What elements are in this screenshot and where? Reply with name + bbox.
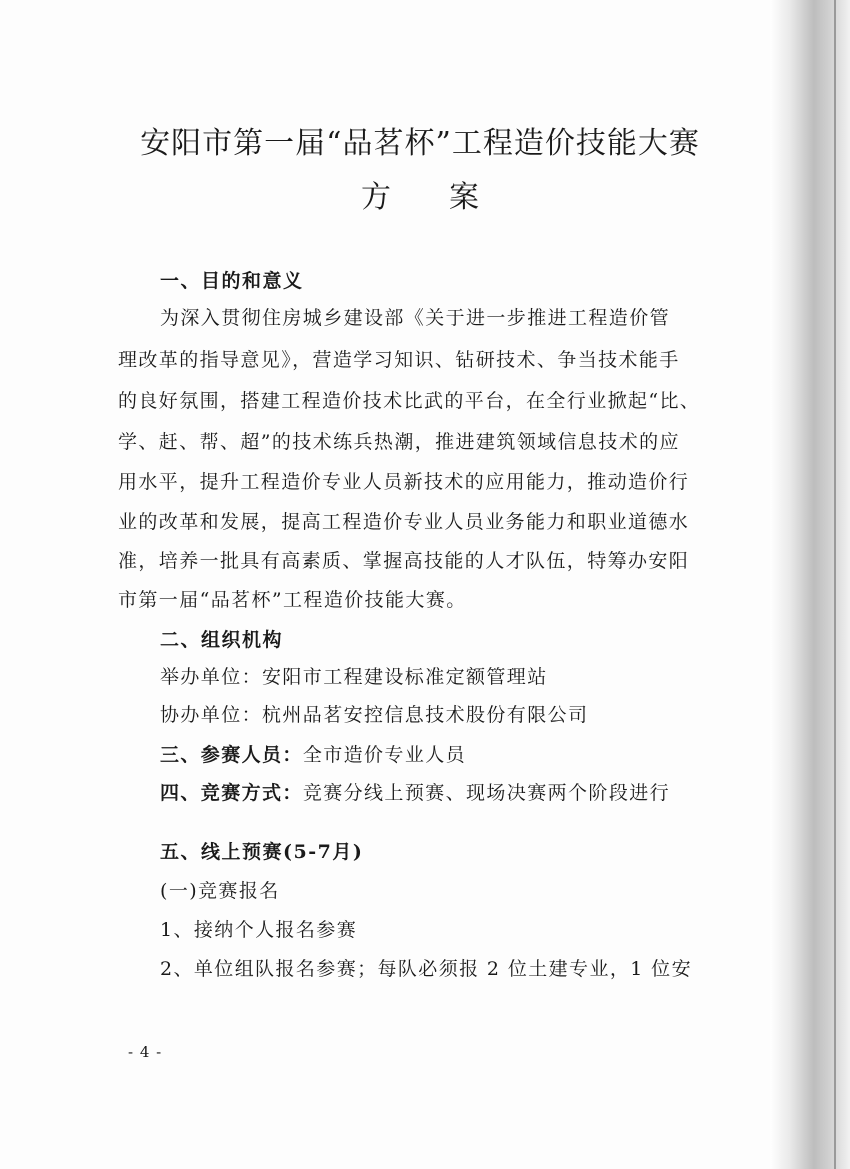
document-title-line1: 安阳市第一届“品茗杯”工程造价技能大赛 (140, 126, 700, 161)
paragraph1-line: 为深入贯彻住房城乡建设部《关于进一步推进工程造价管 (160, 307, 671, 329)
section5-heading: 五、线上预赛(5-7月) (160, 841, 364, 863)
document-title-line2: 方案 (361, 180, 537, 215)
list-item: 2、单位组队报名参赛；每队必须报 2 位土建专业，1 位安 (160, 958, 692, 980)
paragraph1-line: 业的改革和发展，提高工程造价专业人员业务能力和职业道德水 (118, 511, 690, 533)
paragraph1-line: 用水平，提升工程造价专业人员新技术的应用能力，推动造价行 (118, 471, 690, 493)
paragraph1-line: 准，培养一批具有高素质、掌握高技能的人才队伍，特筹办安阳 (118, 550, 690, 572)
section4-value: 竞赛分线上预赛、现场决赛两个阶段进行 (302, 782, 671, 804)
section1-heading: 一、目的和意义 (160, 270, 304, 292)
section2-heading: 二、组织机构 (160, 629, 284, 651)
subsection1-heading: (一)竞赛报名 (160, 880, 280, 902)
page-number: - 4 - (128, 1043, 163, 1061)
section3-label: 三、参赛人员： (160, 744, 303, 766)
paragraph1-line: 理改革的指导意见》，营造学习知识、钻研技术、争当技术能手 (118, 349, 680, 371)
paragraph1-line: 的良好氛围，搭建工程造价技术比武的平台，在全行业掀起“比、 (118, 390, 701, 412)
section3-value: 全市造价专业人员 (302, 744, 467, 766)
host-organization: 举办单位：安阳市工程建设标准定额管理站 (160, 666, 548, 688)
section4-label: 四、竞赛方式： (160, 782, 303, 804)
paragraph1-line: 学、赶、帮、超”的技术练兵热潮，推进建筑领域信息技术的应 (118, 431, 680, 453)
cohost-organization: 协办单位：杭州品茗安控信息技术股份有限公司 (160, 704, 589, 726)
list-item: 1、接纳个人报名参赛 (160, 919, 358, 941)
section4-line (160, 778, 670, 805)
section3-line (160, 740, 466, 767)
paragraph1-line: 市第一届“品茗杯”工程造价技能大赛。 (118, 589, 467, 611)
